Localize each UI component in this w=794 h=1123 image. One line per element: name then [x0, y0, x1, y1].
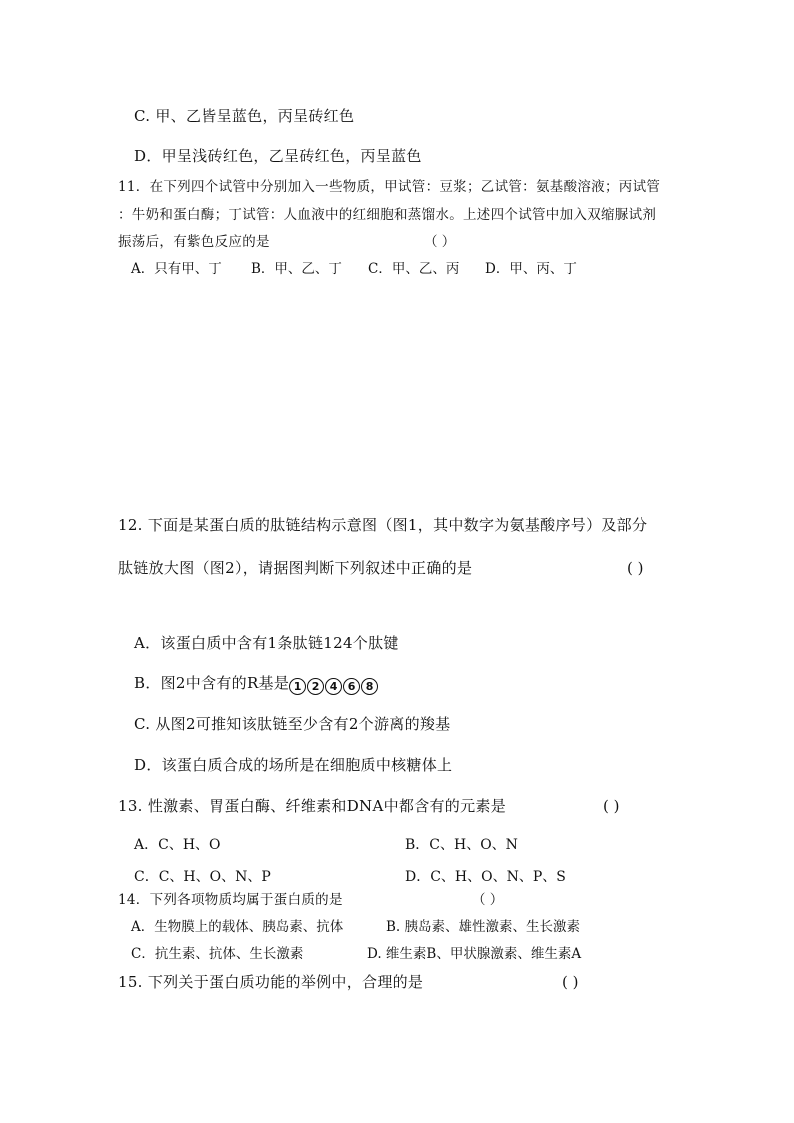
q12-option-b	[134, 676, 379, 695]
q11-stem-line-1: 11．在下列四个试管中分别加入一些物质，甲试管：豆浆；乙试管：氨基酸溶液；丙试管	[118, 179, 661, 195]
q12-option-d: D．该蛋白质合成的场所是在细胞质中核糖体上	[134, 756, 453, 774]
q13-option-a: A．C、H、O	[134, 837, 221, 853]
circled-number-6: 6	[343, 678, 360, 695]
q11-option-a: A．只有甲、丁	[131, 261, 222, 277]
q12-option-a: A．该蛋白质中含有1条肽链124个肽键	[134, 634, 399, 652]
q12-option-c: C. 从图2可推知该肽链至少含有2个游离的羧基	[134, 715, 451, 733]
q14-answer-paren: （ ）	[472, 892, 504, 908]
q12-stem-line-1: 12. 下面是某蛋白质的肽链结构示意图（图1，其中数字为氨基酸序号）及部分	[118, 516, 648, 534]
circled-number-8: 8	[361, 678, 378, 695]
q12-stem-line-2: 肽链放大图（图2），请据图判断下列叙述中正确的是	[118, 559, 473, 577]
q13-option-c: C．C、H、O、N、P	[134, 869, 271, 885]
q14-option-d: D. 维生素B、甲状腺激素、维生素A	[367, 946, 582, 962]
q14-stem: 14．下列各项物质均属于蛋白质的是	[118, 892, 343, 908]
q11-answer-paren: （ ）	[424, 234, 456, 250]
q10-option-c: C. 甲、乙皆呈蓝色，丙呈砖红色	[134, 107, 355, 125]
q11-stem-line-2: ：牛奶和蛋白酶；丁试管：人血液中的红细胞和蒸馏水。上述四个试管中加入双缩脲试剂	[118, 207, 657, 223]
q11-option-c: C．甲、乙、丙	[368, 261, 460, 277]
q15-answer-paren: ( )	[562, 973, 579, 991]
q12-option-b-text: B．图2中含有的R基是	[134, 674, 290, 692]
q13-answer-paren: ( )	[603, 797, 620, 815]
q14-option-c: C．抗生素、抗体、生长激素	[131, 946, 304, 962]
q12-answer-paren: ( )	[627, 559, 644, 577]
q15-stem: 15. 下列关于蛋白质功能的举例中，合理的是	[118, 973, 424, 991]
q11-stem-line-3: 振荡后，有紫色反应的是	[118, 234, 270, 250]
q13-option-d: D．C、H、O、N、P、S	[405, 869, 566, 885]
q13-option-b: B．C、H、O、N	[405, 837, 518, 853]
q14-option-b: B. 胰岛素、雄性激素、生长激素	[386, 919, 581, 935]
circled-number-2: 2	[307, 678, 324, 695]
q14-option-a: A．生物膜上的载体、胰岛素、抗体	[131, 919, 344, 935]
q11-option-b: B．甲、乙、丁	[251, 261, 342, 277]
circled-number-4: 4	[325, 678, 342, 695]
q11-option-d: D．甲、丙、丁	[485, 261, 577, 277]
circled-number-1: 1	[289, 678, 306, 695]
q10-option-d: D．甲呈浅砖红色，乙呈砖红色，丙呈蓝色	[134, 147, 422, 165]
q13-stem: 13. 性激素、胃蛋白酶、纤维素和DNA中都含有的元素是	[118, 797, 507, 815]
